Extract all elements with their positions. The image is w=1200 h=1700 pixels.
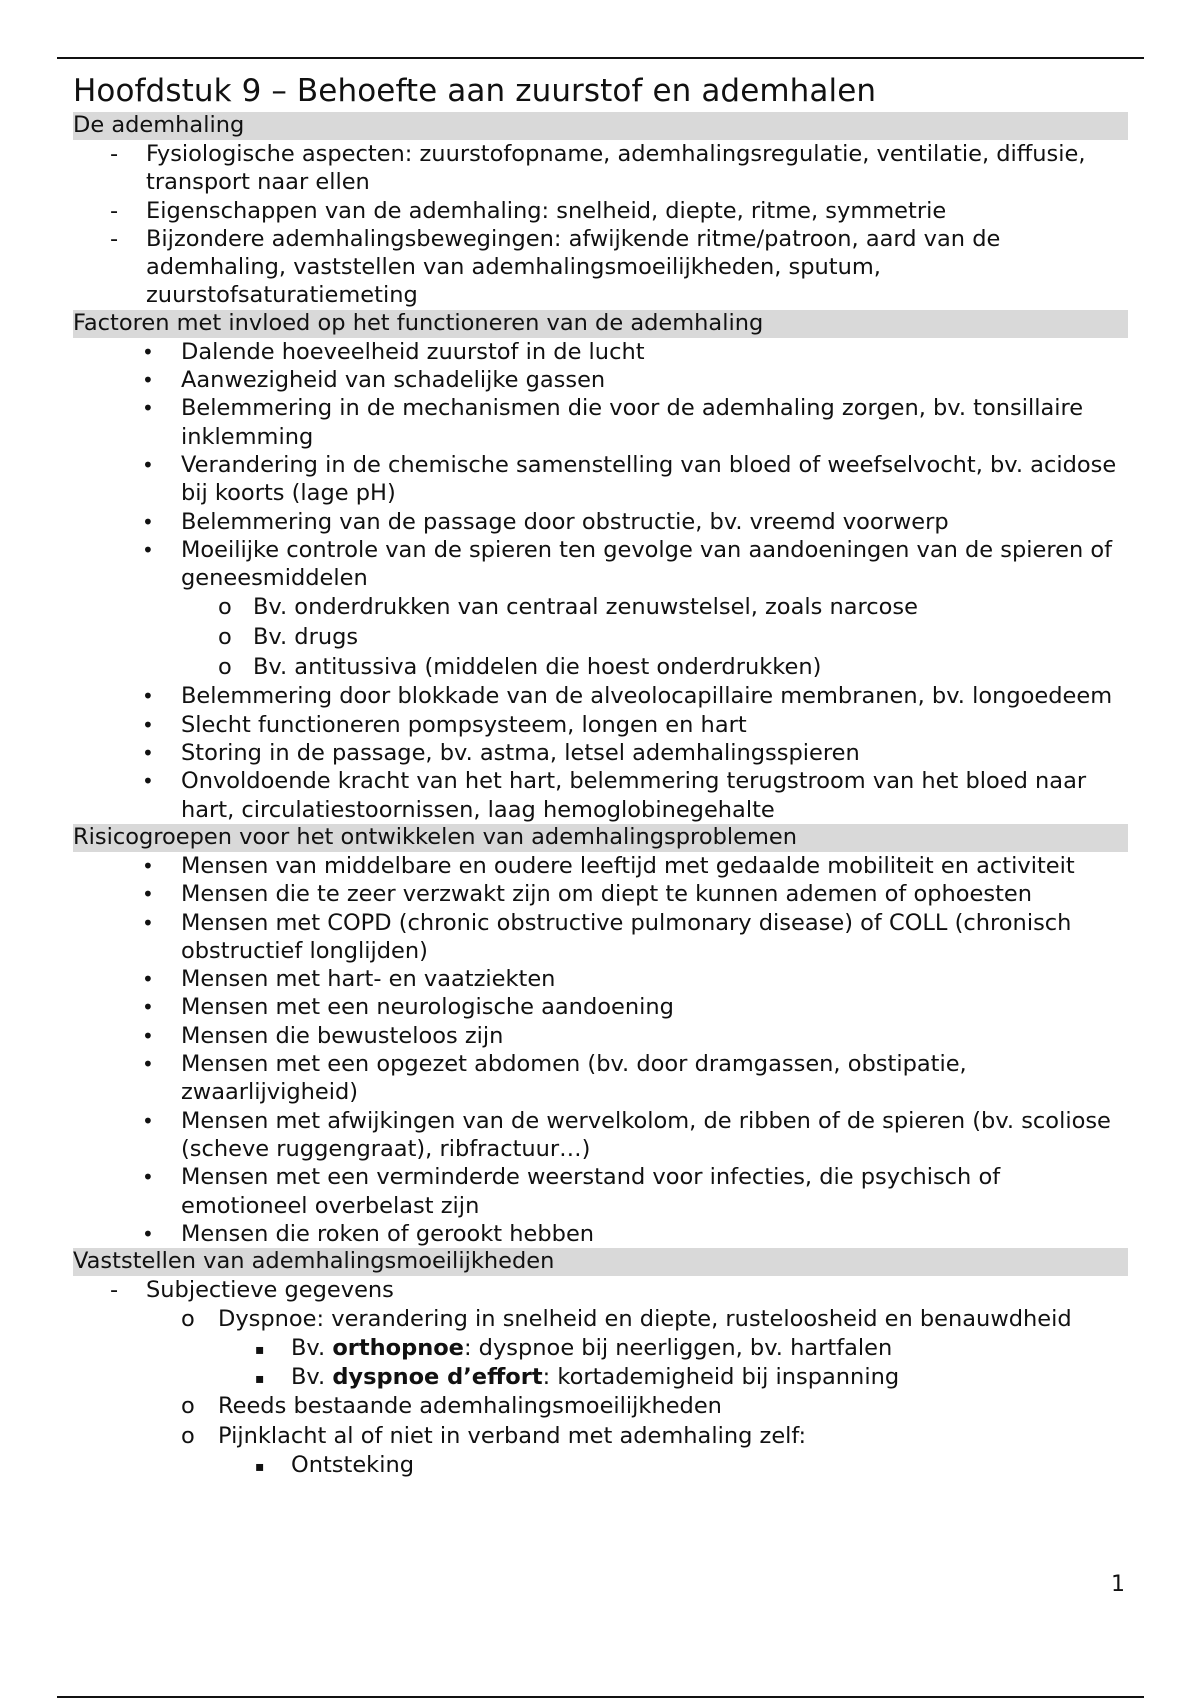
list-item: - Bijzondere ademhalingsbewegingen: afwijkende ritme/patroon, aard van de ademhaling, vaststellen van ademhalingsmoeilijkheden, sputum, zuurstofsaturatiemeting [110, 225, 1001, 309]
list-item: • Mensen met COPD (chronic obstructive pulmonary disease) of COLL (chronisch obstructief longlijden) [142, 909, 1072, 964]
bullet-marker: • [142, 1052, 154, 1077]
geneesmiddelen-sublist [73, 592, 1128, 682]
example-item: ▪ Bv. orthopnoe: dyspnoe bij neerliggen, bv. hartfalen [73, 1334, 1128, 1362]
bullet-marker: • [142, 509, 154, 534]
list-item: • Mensen die te zeer verzwakt zijn om diept te kunnen ademen of ophoesten [142, 881, 1033, 908]
bullet-marker: • [142, 853, 154, 878]
list-item: • Mensen die roken of gerookt hebben [142, 1220, 595, 1247]
section-heading-ademhaling: De ademhaling [73, 112, 1128, 140]
list-item: • Belemmering in de mechanismen die voor de ademhaling zorgen, bv. tonsillaire inklemming [142, 395, 1084, 450]
bullet-marker: • [142, 882, 154, 907]
bullet-marker: • [142, 396, 154, 421]
circle-marker: o [181, 1422, 195, 1449]
page-title: Hoofdstuk 9 – Behoefte aan zuurstof en ademhalen [73, 73, 877, 109]
risicogroepen-list [73, 852, 1128, 1248]
list-item: - Fysiologische aspecten: zuurstofopname, ademhalingsregulatie, ventilatie, diffusie, transport naar ellen [110, 141, 1086, 196]
section-heading-vaststellen: Vaststellen van ademhalingsmoeilijkheden [73, 1248, 1128, 1276]
subjectieve-sublist [73, 1304, 1128, 1334]
bullet-marker: • [142, 1108, 154, 1133]
footer-rule [57, 1696, 1144, 1698]
sublist-item: o Dyspnoe: verandering in snelheid en diepte, rusteloosheid en benauwdheid [181, 1306, 1072, 1333]
bullet-marker: • [142, 368, 154, 393]
dash-marker: - [110, 225, 119, 252]
list-item: • Moeilijke controle van de spieren ten gevolge van aandoeningen van de spieren of geneesmiddelen [142, 536, 1113, 592]
list-item: • Verandering in de chemische samenstelling van bloed of weefselvocht, bv. acidose bij koorts (lage pH) [142, 451, 1117, 507]
list-item: • Slecht functioneren pompsysteem, longen en hart [142, 711, 747, 738]
dash-marker: - [110, 197, 119, 224]
list-item: - Subjectieve gegevens [110, 1277, 394, 1304]
factoren-list-continued [73, 682, 1128, 823]
circle-marker: o [218, 594, 232, 621]
example-item: ▪ Ontsteking [73, 1451, 1128, 1479]
bullet-marker: • [142, 967, 154, 992]
example-item: ▪ Bv. dyspnoe d’effort: kortademigheid bij inspanning [73, 1363, 1128, 1391]
bullet-marker: • [142, 684, 154, 709]
ademhaling-list [73, 140, 1128, 310]
bullet-marker: • [142, 995, 154, 1020]
sublist-item: o Pijnklacht al of niet in verband met ademhaling zelf: [181, 1422, 807, 1449]
bullet-marker: • [142, 741, 154, 766]
list-item: • Mensen met hart- en vaatziekten [142, 966, 556, 993]
circle-marker: o [181, 1392, 195, 1419]
factoren-list [73, 338, 1128, 593]
page-number: 1 [1111, 1572, 1125, 1597]
square-marker: ▪ [255, 1342, 265, 1359]
list-item: • Mensen met een opgezet abdomen (bv. door dramgassen, obstipatie, zwaarlijvigheid) [142, 1051, 967, 1106]
bullet-marker: • [142, 769, 154, 794]
list-item: • Mensen met een verminderde weerstand voor infecties, die psychisch of emotioneel overbelast zijn [142, 1164, 1001, 1219]
circle-marker: o [218, 654, 232, 681]
dash-marker: - [110, 141, 119, 167]
list-item: • Aanwezigheid van schadelijke gassen [142, 367, 606, 394]
list-item: • Belemmering door blokkade van de alveolocapillaire membranen, bv. longoedeem [142, 683, 1113, 710]
section-heading-factoren: Factoren met invloed op het functioneren van de ademhaling [73, 310, 1128, 338]
sublist-item: o Bv. onderdrukken van centraal zenuwstelsel, zoals narcose [218, 594, 918, 621]
list-item: • Storing in de passage, bv. astma, letsel ademhalingsspieren [142, 740, 860, 767]
subjectieve-sublist-continued [73, 1391, 1128, 1451]
vaststellen-list [73, 1276, 1128, 1304]
circle-marker: o [218, 624, 232, 651]
sublist-item: o Bv. drugs [218, 624, 359, 651]
dash-marker: - [110, 1277, 119, 1304]
bullet-marker: • [142, 712, 154, 737]
square-marker: ▪ [255, 1458, 265, 1475]
pijn-examples [73, 1451, 1128, 1479]
section-heading-risicogroepen: Risicogroepen voor het ontwikkelen van ademhalingsproblemen [73, 824, 1128, 852]
bullet-marker: • [142, 910, 154, 935]
list-item: - Eigenschappen van de ademhaling: snelheid, diepte, ritme, symmetrie [110, 197, 947, 224]
term-orthopnoe: orthopnoe [332, 1335, 464, 1362]
circle-marker: o [181, 1306, 195, 1333]
sublist-item: o Reeds bestaande ademhalingsmoeilijkheden [181, 1392, 722, 1419]
list-item: • Mensen met een neurologische aandoening [142, 994, 674, 1021]
bullet-marker: • [142, 1221, 154, 1246]
dyspnoe-examples [73, 1334, 1128, 1391]
list-item: • Mensen die bewusteloos zijn [142, 1022, 504, 1049]
list-item: • Mensen van middelbare en oudere leeftijd met gedaalde mobiliteit en activiteit [142, 852, 1075, 879]
bullet-marker: • [142, 537, 154, 562]
square-marker: ▪ [255, 1370, 265, 1387]
list-item: • Dalende hoeveelheid zuurstof in de lucht [142, 338, 645, 365]
bullet-marker: • [142, 1023, 154, 1048]
term-dyspnoe-deffort: dyspnoe d’effort [332, 1363, 543, 1390]
sublist-item: o Bv. antitussiva (middelen die hoest onderdrukken) [218, 654, 822, 681]
list-item: • Belemmering van de passage door obstructie, bv. vreemd voorwerp [142, 508, 949, 535]
header-rule [57, 57, 1144, 59]
list-item: • Mensen met afwijkingen van de wervelkolom, de ribben of de spieren (bv. scoliose (scheve ruggengraat), ribfractuur…) [142, 1107, 1111, 1162]
document-page [73, 70, 1128, 1479]
bullet-marker: • [142, 339, 154, 364]
bullet-marker: • [142, 452, 154, 477]
list-item: • Onvoldoende kracht van het hart, belemmering terugstroom van het bloed naar hart, circulatiestoornissen, laag hemoglobinegehalte [142, 768, 1087, 823]
bullet-marker: • [142, 1165, 154, 1190]
